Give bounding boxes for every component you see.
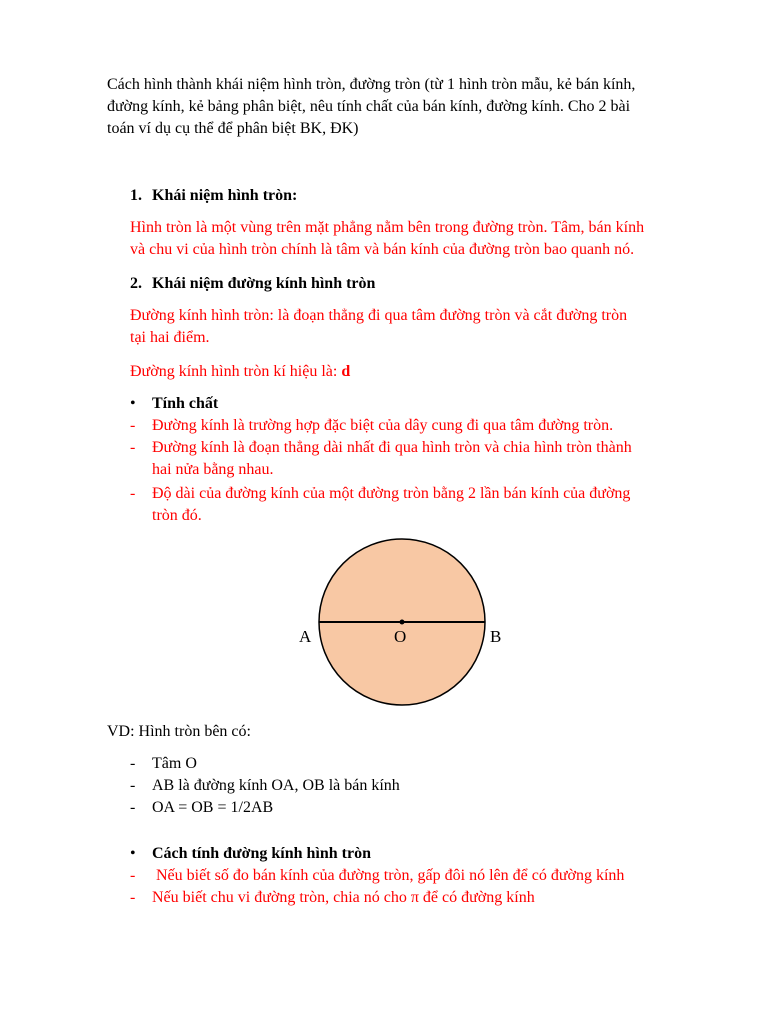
bullet-icon: • (130, 845, 136, 862)
properties-title: Tính chất (152, 395, 219, 412)
intro-line: Cách hình thành khái niệm hình tròn, đường tròn (từ 1 hình tròn mẫu, kẻ bán kính, (107, 76, 636, 93)
example-item: Tâm O (152, 755, 197, 772)
diameter-symbol: d (341, 363, 351, 380)
section-heading: Khái niệm đường kính hình tròn (152, 275, 376, 292)
property-item: tròn đó. (152, 507, 202, 524)
point-label-b: B (490, 627, 502, 646)
section-number: 1. (130, 187, 142, 204)
symbol-text: Đường kính hình tròn kí hiệu là: (130, 363, 342, 380)
property-item: Độ dài của đường kính của một đường tròn bằng 2 lần bán kính của đường (152, 485, 631, 502)
method-title: Cách tính đường kính hình tròn (152, 845, 371, 862)
property-item: Đường kính là đoạn thẳng dài nhất đi qua hình tròn và chia hình tròn thành (152, 439, 632, 456)
symbol-line (130, 361, 350, 383)
dash-marker: - (130, 485, 136, 502)
definition-line: tại hai điểm. (130, 329, 210, 346)
dash-marker: - (130, 867, 136, 884)
definition-line: Hình tròn là một vùng trên mặt phẳng nằm bên trong đường tròn. Tâm, bán kính (130, 219, 645, 236)
definition-line: và chu vi của hình tròn chính là tâm và bán kính của đường tròn bao quanh nó. (130, 241, 635, 258)
point-label-a: A (299, 627, 312, 646)
property-item: Đường kính là trường hợp đặc biệt của dây cung đi qua tâm đường tròn. (152, 417, 614, 434)
definition-line: Đường kính hình tròn: là đoạn thẳng đi qua tâm đường tròn và cắt đường tròn (130, 307, 628, 324)
dash-marker: - (130, 755, 136, 772)
intro-line: toán ví dụ cụ thể để phân biệt BK, ĐK) (107, 120, 359, 137)
dash-marker: - (130, 417, 136, 434)
dash-marker: - (130, 799, 136, 816)
section-number: 2. (130, 275, 142, 292)
example-title: VD: Hình tròn bên có: (107, 723, 251, 740)
intro-line: đường kính, kẻ bảng phân biệt, nêu tính chất của bán kính, đường kính. Cho 2 bài (107, 98, 631, 115)
point-label-o: O (394, 627, 407, 646)
dash-marker: - (130, 439, 136, 456)
method-item: Nếu biết số đo bán kính của đường tròn, gấp đôi nó lên để có đường kính (152, 867, 625, 884)
circle-diagram (0, 535, 768, 735)
center-point (400, 620, 405, 625)
method-item: Nếu biết chu vi đường tròn, chia nó cho π để có đường kính (152, 889, 535, 906)
example-item: AB là đường kính OA, OB là bán kính (152, 777, 400, 794)
dash-marker: - (130, 889, 136, 906)
property-item: hai nửa bằng nhau. (152, 461, 274, 478)
example-item: OA = OB = 1/2AB (152, 799, 274, 816)
section-heading: Khái niệm hình tròn: (152, 187, 298, 204)
bullet-icon: • (130, 395, 136, 412)
dash-marker: - (130, 777, 136, 794)
